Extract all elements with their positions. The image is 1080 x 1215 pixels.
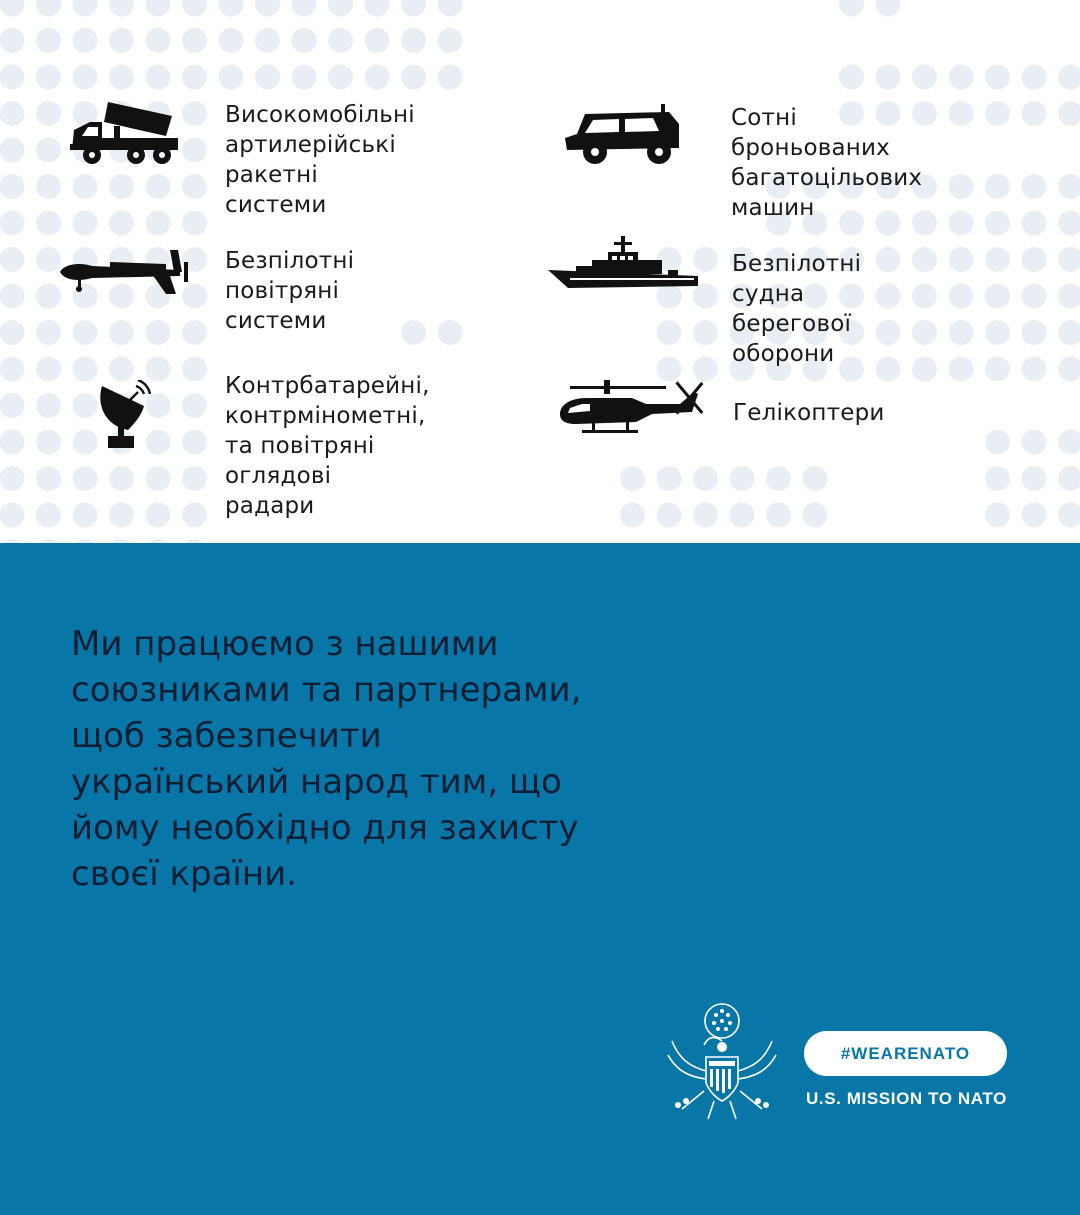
pattern-dot (1022, 430, 1047, 455)
pattern-dot (876, 357, 901, 382)
pattern-dot (693, 503, 718, 528)
pattern-dot (73, 0, 98, 17)
item-label: Контрбатарейні, контрмінометні, та повітряні оглядові радари (225, 373, 430, 519)
pattern-dot (36, 393, 61, 418)
pattern-dot (949, 284, 974, 309)
pattern-dot (73, 28, 98, 53)
pattern-dot (73, 466, 98, 491)
pattern-dot (73, 393, 98, 418)
pattern-dot (1058, 174, 1080, 199)
pattern-dot (949, 357, 974, 382)
pattern-dot (620, 466, 645, 491)
pattern-dot (109, 174, 134, 199)
pattern-dot (73, 430, 98, 455)
pattern-dot (401, 320, 426, 345)
pattern-dot (438, 0, 463, 17)
pattern-dot (438, 320, 463, 345)
helicopter-icon (556, 378, 714, 436)
pattern-dot (1022, 211, 1047, 236)
item-label: Безпілотні судна берегової оборони (732, 251, 862, 367)
pattern-dot (73, 357, 98, 382)
item-label: Високомобільні артилерійські ракетні системи (225, 102, 415, 218)
pattern-dot (182, 28, 207, 53)
pattern-dot (182, 0, 207, 17)
pattern-dot (876, 284, 901, 309)
pattern-dot (985, 357, 1010, 382)
pattern-dot (1058, 503, 1080, 528)
pattern-dot (255, 65, 280, 90)
pattern-dot (146, 466, 171, 491)
pattern-dot (949, 101, 974, 126)
pattern-dot (292, 28, 317, 53)
drone-icon (58, 250, 192, 296)
pattern-dot (365, 65, 390, 90)
mission-name: U.S. MISSION TO NATO (806, 1089, 1007, 1108)
pattern-dot (401, 0, 426, 17)
pattern-dot (146, 357, 171, 382)
pattern-dot (73, 503, 98, 528)
message-panel (0, 543, 1080, 1215)
pattern-dot (292, 65, 317, 90)
pattern-dot (365, 0, 390, 17)
pattern-dot (985, 503, 1010, 528)
pattern-dot (985, 284, 1010, 309)
pattern-dot (255, 28, 280, 53)
pattern-dot (839, 65, 864, 90)
radar-dish-icon (96, 380, 156, 452)
pattern-dot (657, 320, 682, 345)
pattern-dot (73, 211, 98, 236)
pattern-dot (949, 211, 974, 236)
item-label: Гелікоптери (733, 400, 885, 426)
pattern-dot (0, 393, 25, 418)
pattern-dot (730, 466, 755, 491)
pattern-dot (182, 357, 207, 382)
pattern-dot (36, 0, 61, 17)
pattern-dot (73, 174, 98, 199)
pattern-dot (182, 174, 207, 199)
pattern-dot (803, 466, 828, 491)
pattern-dot (766, 466, 791, 491)
armored-vehicle-icon (563, 104, 683, 166)
pattern-dot (401, 28, 426, 53)
pattern-dot (36, 503, 61, 528)
pattern-dot (109, 357, 134, 382)
pattern-dot (182, 65, 207, 90)
pattern-dot (985, 430, 1010, 455)
item-label: Сотні броньованих багатоцільових машин (731, 105, 923, 221)
pattern-dot (0, 430, 25, 455)
pattern-dot (36, 174, 61, 199)
pattern-dot (0, 28, 25, 53)
pattern-dot (730, 503, 755, 528)
pattern-dot (0, 503, 25, 528)
pattern-dot (146, 28, 171, 53)
pattern-dot (1058, 466, 1080, 491)
pattern-dot (219, 65, 244, 90)
pattern-dot (36, 357, 61, 382)
pattern-dot (912, 65, 937, 90)
pattern-dot (949, 247, 974, 272)
pattern-dot (1022, 320, 1047, 345)
pattern-dot (985, 211, 1010, 236)
pattern-dot (0, 211, 25, 236)
pattern-dot (985, 320, 1010, 345)
pattern-dot (146, 65, 171, 90)
pattern-dot (1058, 211, 1080, 236)
pattern-dot (0, 466, 25, 491)
pattern-dot (36, 101, 61, 126)
pattern-dot (949, 65, 974, 90)
great-seal-icon (664, 1001, 780, 1123)
pattern-dot (1058, 247, 1080, 272)
pattern-dot (985, 466, 1010, 491)
pattern-dot (1022, 174, 1047, 199)
pattern-dot (182, 393, 207, 418)
pattern-dot (0, 65, 25, 90)
pattern-dot (328, 28, 353, 53)
pattern-dot (0, 138, 25, 163)
pattern-dot (182, 211, 207, 236)
pattern-dot (109, 320, 134, 345)
pattern-dot (0, 174, 25, 199)
pattern-dot (912, 247, 937, 272)
pattern-dot (219, 28, 244, 53)
pattern-dot (0, 247, 25, 272)
rocket-launcher-truck-icon (70, 100, 182, 168)
pattern-dot (36, 430, 61, 455)
pattern-dot (182, 101, 207, 126)
pattern-dot (0, 357, 25, 382)
pattern-dot (1022, 466, 1047, 491)
pattern-dot (985, 174, 1010, 199)
pattern-dot (328, 65, 353, 90)
pattern-dot (1058, 357, 1080, 382)
pattern-dot (328, 0, 353, 17)
pattern-dot (146, 174, 171, 199)
pattern-dot (182, 503, 207, 528)
pattern-dot (1058, 284, 1080, 309)
pattern-dot (292, 0, 317, 17)
pattern-dot (1058, 101, 1080, 126)
pattern-dot (912, 284, 937, 309)
pattern-dot (912, 357, 937, 382)
pattern-dot (182, 138, 207, 163)
pattern-dot (803, 503, 828, 528)
pattern-dot (109, 503, 134, 528)
pattern-dot (876, 320, 901, 345)
pattern-dot (985, 247, 1010, 272)
pattern-dot (36, 65, 61, 90)
pattern-dot (1022, 101, 1047, 126)
pattern-dot (1022, 247, 1047, 272)
pattern-dot (1022, 503, 1047, 528)
pattern-dot (146, 320, 171, 345)
pattern-dot (365, 28, 390, 53)
pattern-dot (0, 101, 25, 126)
pattern-dot (876, 247, 901, 272)
pattern-dot (109, 28, 134, 53)
pattern-dot (109, 0, 134, 17)
pattern-dot (109, 211, 134, 236)
pattern-dot (985, 65, 1010, 90)
pattern-dot (1022, 357, 1047, 382)
pattern-dot (657, 503, 682, 528)
pattern-dot (949, 174, 974, 199)
pattern-dot (401, 65, 426, 90)
hashtag-badge: #WEARENATO (804, 1031, 1007, 1076)
ship-icon (548, 234, 700, 294)
pattern-dot (109, 65, 134, 90)
pattern-dot (912, 320, 937, 345)
pattern-dot (146, 0, 171, 17)
item-label: Безпілотні повітряні системи (225, 248, 355, 334)
pattern-dot (620, 503, 645, 528)
pattern-dot (1058, 320, 1080, 345)
pattern-dot (1058, 65, 1080, 90)
pattern-dot (36, 466, 61, 491)
pattern-dot (839, 0, 864, 17)
pattern-dot (985, 101, 1010, 126)
pattern-dot (109, 466, 134, 491)
pattern-dot (36, 211, 61, 236)
pattern-dot (1022, 284, 1047, 309)
pattern-dot (438, 65, 463, 90)
pattern-dot (182, 466, 207, 491)
pattern-dot (438, 28, 463, 53)
pattern-dot (36, 138, 61, 163)
pattern-dot (146, 211, 171, 236)
pattern-dot (255, 0, 280, 17)
pattern-dot (146, 503, 171, 528)
pattern-dot (693, 466, 718, 491)
pattern-dot (182, 320, 207, 345)
pattern-dot (182, 430, 207, 455)
pattern-dot (1022, 65, 1047, 90)
pattern-dot (693, 320, 718, 345)
equipment-panel (0, 0, 1080, 543)
pattern-dot (73, 320, 98, 345)
pattern-dot (36, 28, 61, 53)
pattern-dot (0, 0, 25, 17)
pattern-dot (73, 65, 98, 90)
mission-statement: Ми працюємо з нашими союзниками та партнерами, щоб забезпечити український народ тим, що йому необхідно для захисту своєї країни. (71, 624, 582, 894)
pattern-dot (219, 0, 244, 17)
pattern-dot (0, 320, 25, 345)
pattern-dot (766, 503, 791, 528)
pattern-dot (36, 320, 61, 345)
pattern-dot (876, 65, 901, 90)
pattern-dot (657, 466, 682, 491)
pattern-dot (1058, 430, 1080, 455)
pattern-dot (949, 320, 974, 345)
pattern-dot (0, 284, 25, 309)
pattern-dot (876, 0, 901, 17)
